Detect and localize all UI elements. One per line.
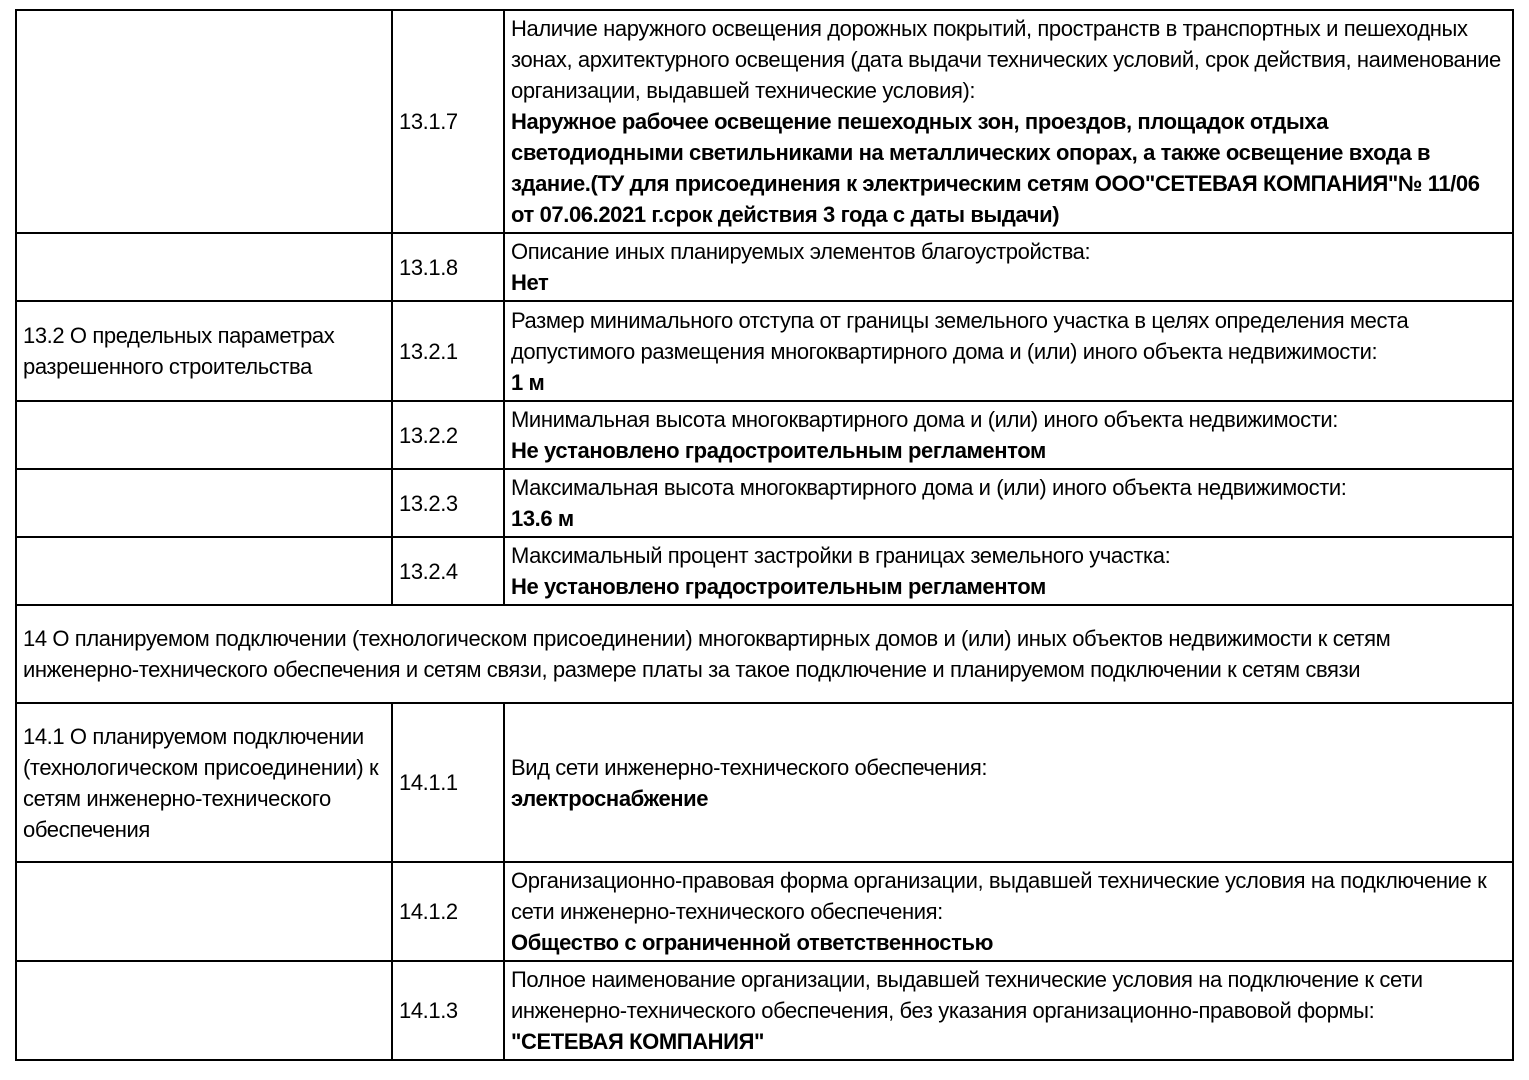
project-declaration-table bbox=[15, 9, 1514, 1061]
row-number: 13.2.4 bbox=[392, 537, 504, 605]
section-header-row bbox=[16, 605, 1513, 703]
row-number: 13.2.1 bbox=[392, 301, 504, 401]
row-number: 13.2.3 bbox=[392, 469, 504, 537]
row-content bbox=[504, 301, 1513, 401]
field-value: 13.6 м bbox=[511, 506, 574, 531]
row-content bbox=[504, 401, 1513, 469]
row-number: 13.1.7 bbox=[392, 10, 504, 233]
row-number: 13.1.8 bbox=[392, 233, 504, 301]
row-content bbox=[504, 469, 1513, 537]
field-label: Минимальная высота многоквартирного дома и (или) иного объекта недвижимости: bbox=[511, 407, 1338, 432]
section-cell bbox=[16, 233, 392, 301]
table-row bbox=[16, 10, 1513, 233]
field-value: электроснабжение bbox=[511, 785, 709, 811]
field-value: Нет bbox=[511, 270, 549, 295]
field-value: 1 м bbox=[511, 369, 545, 395]
table-row bbox=[16, 401, 1513, 469]
field-label: Максимальная высота многоквартирного дома и (или) иного объекта недвижимости: bbox=[511, 475, 1347, 500]
row-number: 14.1.1 bbox=[392, 703, 504, 862]
table-row bbox=[16, 233, 1513, 301]
row-content bbox=[504, 10, 1513, 233]
section-cell bbox=[16, 862, 392, 961]
field-label: Организационно-правовая форма организации, выдавшей технические условия на подключение к сети инженерно-технического обеспечения: bbox=[511, 868, 1487, 924]
field-value: Наружное рабочее освещение пешеходных зон, проездов, площадок отдыха светодиодными светильниками на металлических опорах, а также освещение входа в здание.(ТУ для присоединения к электрическим сетям ООО"СЕТЕВАЯ КОМПАНИЯ"№ 11/06 от 07.06.2021 г.срок действия 3 года с даты выдачи) bbox=[511, 109, 1480, 227]
section-cell bbox=[16, 469, 392, 537]
section-cell bbox=[16, 401, 392, 469]
table-row bbox=[16, 961, 1513, 1060]
section-cell bbox=[16, 961, 392, 1060]
field-value: Общество с ограниченной ответственностью bbox=[511, 930, 993, 955]
field-label: Размер минимального отступа от границы земельного участка в целях определения места допустимого размещения многоквартирного дома и (или) иного объекта недвижимости: bbox=[511, 307, 1409, 364]
field-label: Вид сети инженерно-технического обеспечения: bbox=[511, 754, 988, 780]
section-label: 14.1 О планируемом подключении (технологическом присоединении) к сетям инженерно-технического обеспечения bbox=[23, 723, 379, 842]
table-row bbox=[16, 862, 1513, 961]
field-label: Полное наименование организации, выдавшей технические условия на подключение к сети инженерно-технического обеспечения, без указания организационно-правовой формы: bbox=[511, 967, 1423, 1023]
row-content bbox=[504, 703, 1513, 862]
section-cell bbox=[16, 703, 392, 862]
section-cell bbox=[16, 10, 392, 233]
row-content bbox=[504, 862, 1513, 961]
field-value: "СЕТЕВАЯ КОМПАНИЯ" bbox=[511, 1029, 765, 1054]
field-label: Описание иных планируемых элементов благоустройства: bbox=[511, 239, 1091, 264]
table-row bbox=[16, 301, 1513, 401]
field-value: Не установлено градостроительным регламентом bbox=[511, 438, 1046, 463]
section-cell bbox=[16, 301, 392, 401]
table-row bbox=[16, 537, 1513, 605]
field-label: Максимальный процент застройки в границах земельного участка: bbox=[511, 543, 1171, 568]
row-number: 13.2.2 bbox=[392, 401, 504, 469]
row-number: 14.1.3 bbox=[392, 961, 504, 1060]
section-label: 13.2 О предельных параметрах разрешенного строительства bbox=[23, 323, 335, 379]
table-row bbox=[16, 469, 1513, 537]
section-14-header: 14 О планируемом подключении (технологическом присоединении) многоквартирных домов и (или) иных объектов недвижимости к сетям инженерно-технического обеспечения и сетям связи, размере платы за такое подключение и планируемом подключении к сетям связи bbox=[16, 605, 1513, 703]
row-content bbox=[504, 961, 1513, 1060]
row-content bbox=[504, 537, 1513, 605]
field-label: Наличие наружного освещения дорожных покрытий, пространств в транспортных и пешеходных зонах, архитектурного освещения (дата выдачи технических условий, срок действия, наименование организации, выдавшей технические условия): bbox=[511, 16, 1501, 103]
section-cell bbox=[16, 537, 392, 605]
row-number: 14.1.2 bbox=[392, 862, 504, 961]
table-row bbox=[16, 703, 1513, 862]
field-value: Не установлено градостроительным регламентом bbox=[511, 574, 1046, 599]
row-content bbox=[504, 233, 1513, 301]
